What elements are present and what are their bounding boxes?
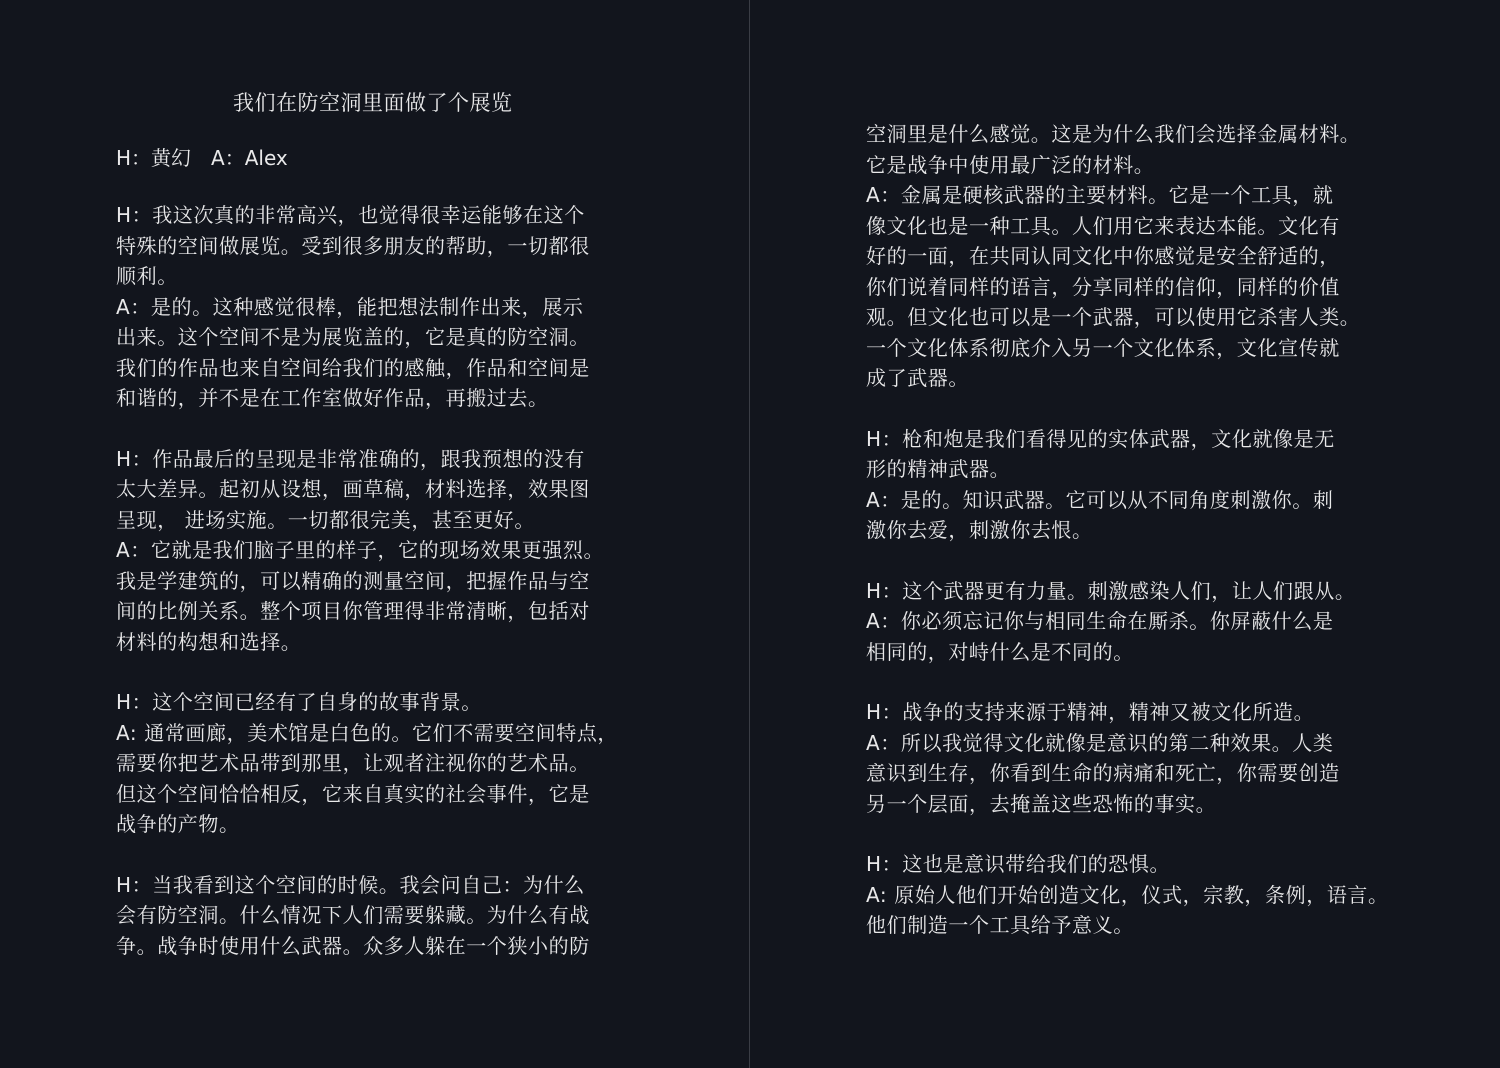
text-line: 你们说着同样的语言，分享同样的信仰，同样的价值	[866, 274, 1340, 299]
text-line: 需要你把艺术品带到那里，让观者注视你的艺术品。	[116, 751, 590, 775]
text-line: A: 原始人他们开始创造文化，仪式，宗教，条例，语言。	[866, 882, 1389, 907]
text-line: 材料的构想和选择。	[116, 629, 302, 654]
article-title: 我们在防空洞里面做了个展览	[233, 91, 513, 115]
text-line: A：它就是我们脑子里的样子，它的现场效果更强烈。	[116, 538, 605, 562]
dialogue-paragraph	[866, 576, 1388, 668]
text-line: A: 通常画廊，美术馆是白色的。它们不需要空间特点，	[116, 720, 619, 745]
text-line: 它是战争中使用最广泛的材料。	[866, 152, 1155, 177]
interviewer-credit: H：黄幻	[116, 146, 192, 170]
text-line: H：枪和炮是我们看得见的实体武器，文化就像是无	[866, 426, 1335, 451]
text-line: A：所以我觉得文化就像是意识的第二种效果。人类	[866, 730, 1334, 755]
text-line: 意识到生存，你看到生命的病痛和死亡，你需要创造	[866, 761, 1340, 785]
text-line: 间的比例关系。整个项目你管理得非常清晰，包括对	[116, 599, 590, 623]
dialogue-paragraph	[116, 687, 638, 840]
text-line: 相同的，对峙什么是不同的。	[866, 639, 1134, 664]
text-line: 特殊的空间做展览。受到很多朋友的帮助，一切都很	[116, 233, 590, 258]
text-line: H：这个空间已经有了自身的故事背景。	[116, 690, 482, 714]
interviewee-credit: A：Alex	[211, 146, 288, 170]
text-line: A：你必须忘记你与相同生命在厮杀。你屏蔽什么是	[866, 609, 1334, 633]
text-line: H：这也是意识带给我们的恐惧。	[866, 852, 1171, 876]
interview-credits	[116, 143, 288, 173]
text-line: 会有防空洞。什么情况下人们需要躲藏。为什么有战	[116, 903, 590, 927]
text-line: 争。战争时使用什么武器。众多人躲在一个狭小的防	[116, 933, 590, 958]
dialogue-paragraph	[866, 119, 1388, 394]
text-line: 形的精神武器。	[866, 457, 1011, 481]
text-line: H：这个武器更有力量。刺激感染人们，让人们跟从。	[866, 578, 1356, 603]
right-column-text	[866, 119, 1388, 941]
text-line: 成了武器。	[866, 366, 969, 390]
dialogue-paragraph	[866, 849, 1388, 941]
text-line: H：当我看到这个空间的时候。我会问自己：为什么	[116, 872, 585, 897]
right-page	[750, 0, 1500, 1068]
dialogue-paragraph	[866, 424, 1388, 546]
text-line: 我是学建筑的，可以精确的测量空间，把握作品与空	[116, 568, 590, 593]
dialogue-paragraph	[116, 870, 638, 962]
left-column-text	[116, 200, 638, 961]
left-page	[0, 0, 749, 1068]
text-line: 我们的作品也来自空间给我们的感触，作品和空间是	[116, 355, 590, 380]
text-line: 他们制造一个工具给予意义。	[866, 913, 1134, 937]
text-line: 观。但文化也可以是一个武器，可以使用它杀害人类。	[866, 305, 1361, 329]
text-line: 战争的产物。	[116, 812, 240, 836]
dialogue-paragraph	[116, 200, 638, 414]
dialogue-paragraph	[116, 444, 638, 658]
text-line: A：金属是硬核武器的主要材料。它是一个工具，就	[866, 183, 1334, 207]
text-line: 另一个层面，去掩盖这些恐怖的事实。	[866, 791, 1217, 816]
text-line: 但这个空间恰恰相反，它来自真实的社会事件，它是	[116, 781, 590, 806]
text-line: 好的一面，在共同认同文化中你感觉是安全舒适的，	[866, 244, 1340, 268]
text-line: 一个文化体系彻底介入另一个文化体系，文化宣传就	[866, 335, 1340, 360]
text-line: 太大差异。起初从设想，画草稿，材料选择，效果图	[116, 477, 590, 501]
text-line: 顺利。	[116, 264, 178, 288]
text-line: 呈现， 进场实施。一切都很完美，甚至更好。	[116, 507, 535, 532]
text-line: H：战争的支持来源于精神，精神又被文化所造。	[866, 700, 1315, 724]
text-line: 空洞里是什么感觉。这是为什么我们会选择金属材料。	[866, 122, 1361, 146]
text-line: H：作品最后的呈现是非常准确的，跟我预想的没有	[116, 446, 585, 471]
text-line: 出来。这个空间不是为展览盖的，它是真的防空洞。	[116, 325, 590, 349]
text-line: 激你去爱，刺激你去恨。	[866, 518, 1093, 542]
text-line: 和谐的，并不是在工作室做好作品，再搬过去。	[116, 386, 549, 410]
text-line: 像文化也是一种工具。人们用它来表达本能。文化有	[866, 213, 1340, 238]
text-line: A：是的。这种感觉很棒，能把想法制作出来，展示	[116, 294, 584, 319]
text-line: A：是的。知识武器。它可以从不同角度刺激你。刺	[866, 487, 1334, 512]
text-line: H：我这次真的非常高兴，也觉得很幸运能够在这个	[116, 203, 585, 227]
dialogue-paragraph	[866, 697, 1388, 819]
